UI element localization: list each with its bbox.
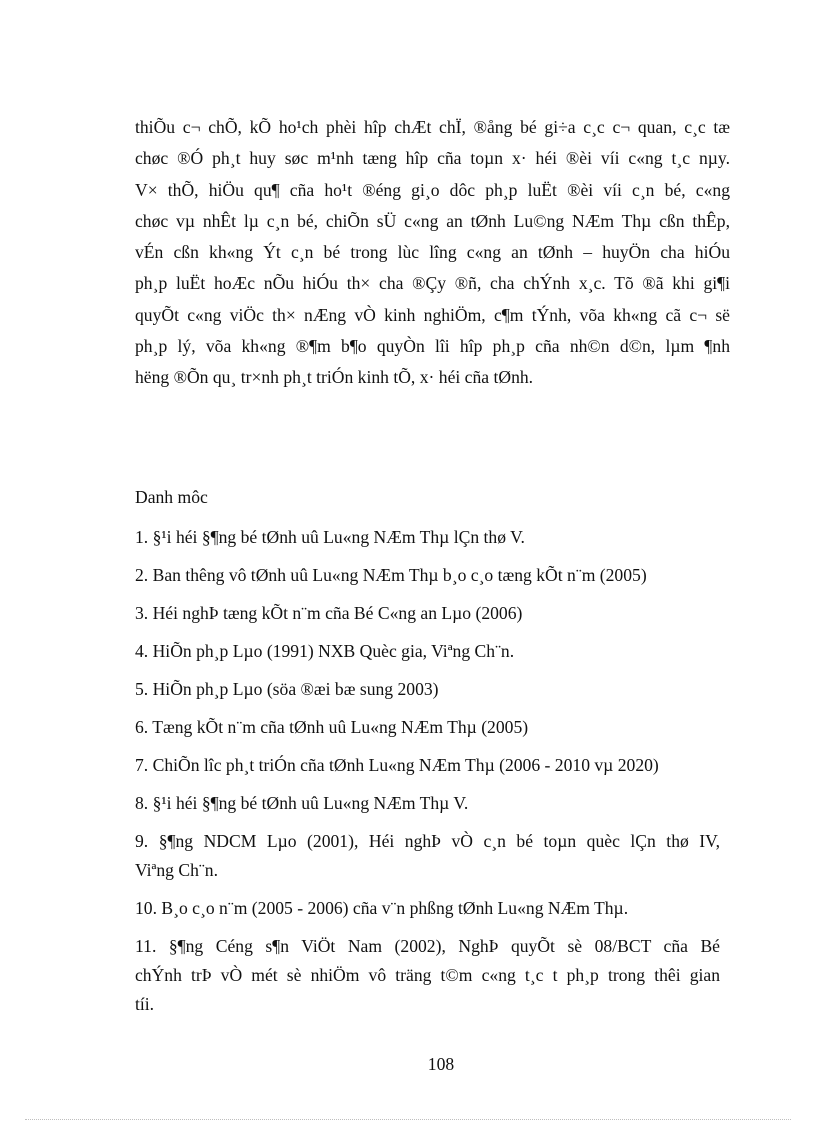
body-line: ph¸p lý, võa kh«ng ®¶m b¶o quyÒn lîi hîp ph¸p cña nh©n d©n, lµm ¶nh: [135, 336, 730, 357]
reference-item: [135, 827, 720, 885]
reference-item: [135, 751, 720, 780]
reference-line: 7. ChiÕn lîc ph¸t triÓn cña tØnh Lu«ng NÆm Thµ (2006 - 2010 vµ 2020): [135, 755, 659, 775]
reference-item: [135, 789, 720, 818]
reference-line: 2. Ban thêng vô tØnh uû Lu«ng NÆm Thµ b¸o c¸o tæng kÕt n¨m (2005): [135, 565, 647, 585]
reference-line: 3. Héi nghÞ tæng kÕt n¨m cña Bé C«ng an Lµo (2006): [135, 603, 523, 623]
reference-item: [135, 932, 720, 1019]
reference-line: 11. §¶ng Céng s¶n ViÖt Nam (2002), NghÞ quyÕt sè 08/BCT cña Bé: [135, 936, 720, 956]
page-number: 108: [427, 1054, 455, 1074]
body-line: vÉn cßn kh«ng Ýt c¸n bé trong lùc lîng c«ng an tØnh – huyÖn cha hiÓu: [135, 242, 730, 263]
reference-line: 6. Tæng kÕt n¨m cña tØnh uû Lu«ng NÆm Thµ (2005): [135, 717, 529, 737]
reference-item: [135, 894, 720, 923]
reference-item: [135, 523, 720, 552]
reference-item: [135, 561, 720, 590]
body-line: quyÕt c«ng viÖc th× nÆng vÒ kinh nghiÖm, c¶m tÝnh, võa kh«ng cã c¬ së: [135, 304, 730, 325]
reference-line: 5. HiÕn ph¸p Lµo (söa ®æi bæ sung 2003): [135, 679, 439, 699]
references-list: [135, 485, 720, 1028]
body-line: chøc vµ nhÊt lµ c¸n bé, chiÕn sÜ c«ng an tØnh Lu©ng NÆm Thµ cßn thÊp,: [135, 210, 730, 231]
reference-line: 1. §¹i héi §¶ng bé tØnh uû Lu«ng NÆm Thµ lÇn thø V.: [135, 527, 525, 547]
reference-line: 4. HiÕn ph¸p Lµo (1991) NXB Quèc gia, Viªng Ch¨n.: [135, 641, 515, 661]
reference-item: [135, 599, 720, 628]
body-line: chøc ®Ó ph¸t huy søc m¹nh tæng hîp cña toµn x· héi ®èi víi c«ng t¸c nµy.: [135, 148, 730, 169]
reference-line: 9. §¶ng NDCM Lµo (2001), Héi nghÞ vÒ c¸n bé toµn quèc lÇn thø IV,: [135, 831, 720, 851]
body-line: V× thÕ, hiÖu qu¶ cña ho¹t ®éng gi¸o dôc ph¸p luËt ®èi víi c¸n bé, c«ng: [135, 179, 730, 200]
reference-line: tíi.: [135, 994, 155, 1014]
bottom-dotted-divider: [25, 1119, 791, 1120]
body-line: ph¸p luËt hoÆc nÕu hiÓu th× cha ®Çy ®ñ, cha chÝnh x¸c. Tõ ®ã khi gi¶i: [135, 273, 730, 294]
reference-line: Viªng Ch¨n.: [135, 860, 218, 880]
reference-line: 10. B¸o c¸o n¨m (2005 - 2006) cña v¨n phßng tØnh Lu«ng NÆm Thµ.: [135, 898, 629, 918]
references-title: Danh môc: [135, 487, 208, 507]
reference-line: chÝnh trÞ vÒ mét sè nhiÖm vô träng t©m c«ng t¸c t ph¸p trong thêi gian: [135, 965, 720, 985]
reference-item: [135, 675, 720, 704]
reference-line: 8. §¹i héi §¶ng bé tØnh uû Lu«ng NÆm Thµ V.: [135, 793, 469, 813]
body-line: thiÕu c¬ chÕ, kÕ ho¹ch phèi hîp chÆt chÏ, ®ång bé gi÷a c¸c c¬ quan, c¸c tæ: [135, 117, 730, 137]
reference-item: [135, 637, 720, 666]
body-paragraph: [135, 112, 730, 394]
body-line: hëng ®Õn qu¸ tr×nh ph¸t triÓn kinh tÕ, x· héi cña tØnh.: [135, 367, 534, 388]
reference-item: [135, 713, 720, 742]
